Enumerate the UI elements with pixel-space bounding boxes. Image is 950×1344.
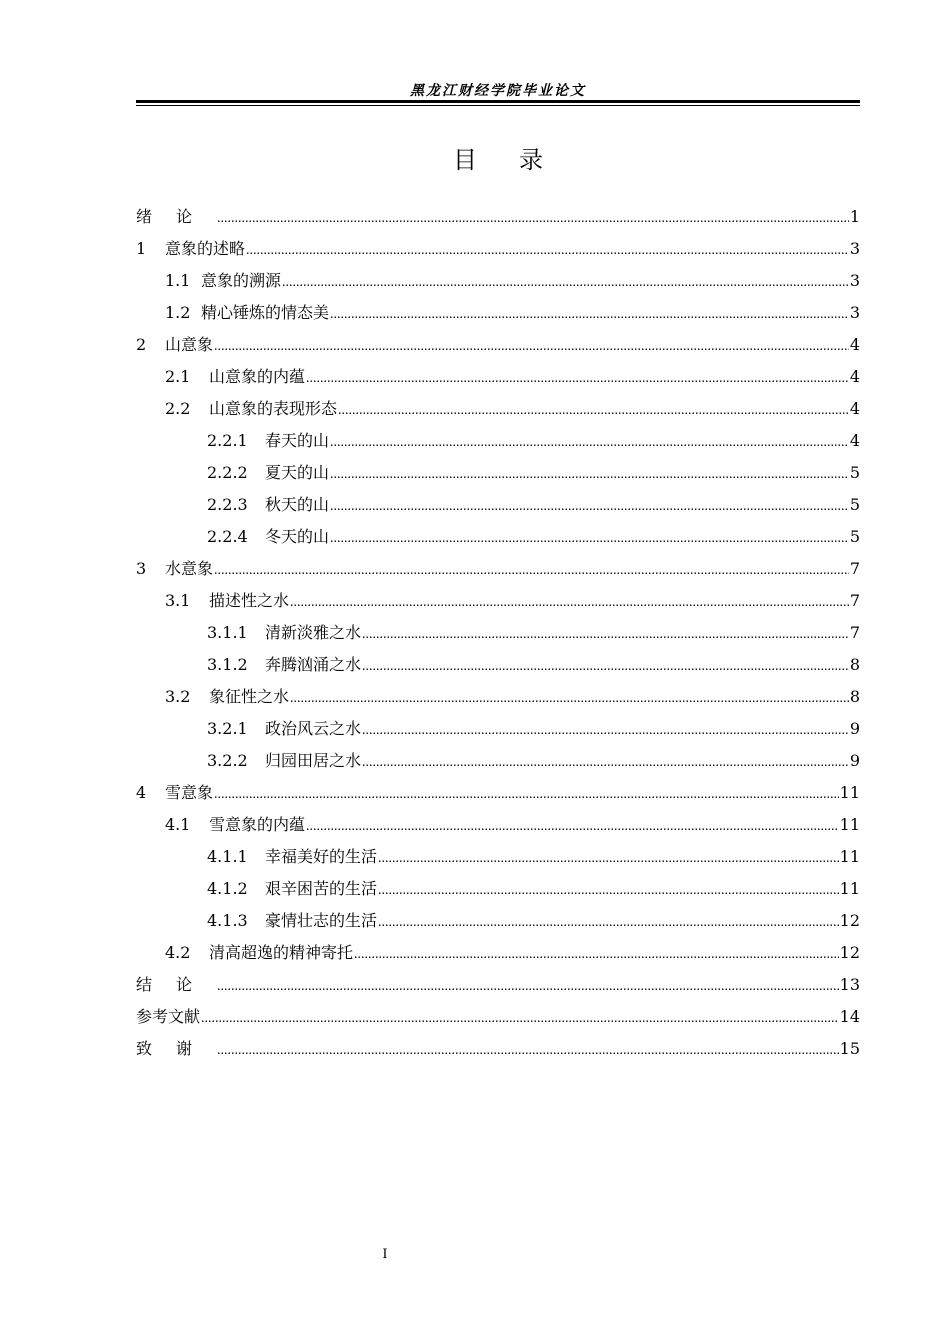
toc-entry-page: 11: [839, 847, 860, 866]
toc-entry[interactable]: [136, 681, 860, 713]
toc-entry-title: 水意象: [165, 559, 214, 578]
toc-entry-title: 象征性之水: [209, 687, 290, 706]
toc-dot-leader: [378, 907, 839, 939]
toc-entry[interactable]: [136, 553, 860, 585]
toc-entry-number: 2.1: [165, 367, 191, 386]
toc-entry-page: 11: [839, 879, 860, 898]
toc-entry[interactable]: [136, 841, 860, 873]
toc-entry-number: 3.1: [165, 591, 191, 610]
toc-entry-page: 11: [839, 815, 860, 834]
toc-entry[interactable]: [136, 937, 860, 969]
toc-entry[interactable]: [136, 777, 860, 809]
toc-entry-title: 秋天的山: [265, 495, 330, 514]
toc-entry[interactable]: [136, 297, 860, 329]
toc-entry-page: 9: [849, 719, 860, 738]
toc-entry-title: 雪意象的内蕴: [209, 815, 306, 834]
toc-entry-title: 意象的溯源: [201, 271, 282, 290]
toc-entry-number: 3.2.2: [207, 751, 248, 770]
toc-entry-title: 山意象: [165, 335, 214, 354]
running-header: 黑龙江财经学院毕业论文: [410, 83, 586, 99]
toc-entry-title: 政治风云之水: [265, 719, 362, 738]
toc-entry[interactable]: [136, 521, 860, 553]
toc-entry-title: 描述性之水: [209, 591, 290, 610]
toc-entry-page: 12: [839, 911, 860, 930]
toc-entry[interactable]: [136, 489, 860, 521]
toc-entry-number: 4.1.1: [207, 847, 248, 866]
toc-entry-title: 意象的述略: [165, 239, 246, 258]
toc-dot-leader: [362, 747, 849, 779]
table-of-contents: [136, 201, 860, 1065]
toc-entry[interactable]: [136, 393, 860, 425]
toc-entry-number: 2: [136, 335, 147, 354]
toc-entry[interactable]: [136, 329, 860, 361]
toc-entry-page: 3: [849, 303, 860, 322]
toc-entry[interactable]: [136, 233, 860, 265]
toc-entry-title: 清新淡雅之水: [265, 623, 362, 642]
toc-dot-leader: [378, 843, 839, 875]
toc-entry-page: 4: [849, 335, 860, 354]
toc-entry[interactable]: [136, 745, 860, 777]
toc-dot-leader: [362, 715, 849, 747]
toc-entry-number: 2.2.2: [207, 463, 248, 482]
toc-entry[interactable]: [136, 425, 860, 457]
toc-dot-leader: [217, 1035, 839, 1067]
toc-dot-leader: [217, 971, 839, 1003]
toc-entry-title: 清高超逸的精神寄托: [209, 943, 354, 962]
toc-entry[interactable]: [136, 585, 860, 617]
toc-entry-title: 春天的山: [265, 431, 330, 450]
toc-entry-page: 7: [849, 559, 860, 578]
header-rule-thin: [136, 105, 860, 106]
toc-dot-leader: [214, 331, 849, 363]
toc-entry-number: 4.1.3: [207, 911, 248, 930]
toc-entry-title: 奔腾汹涌之水: [265, 655, 362, 674]
toc-entry-number: 2.2.4: [207, 527, 248, 546]
toc-entry-page: 12: [839, 943, 860, 962]
toc-entry-page: 8: [849, 655, 860, 674]
toc-entry-number: 4.2: [165, 943, 191, 962]
toc-entry-number: 1.2: [165, 303, 191, 322]
toc-entry-number: 3.2.1: [207, 719, 248, 738]
toc-dot-leader: [214, 555, 849, 587]
toc-dot-leader: [201, 1003, 839, 1035]
header-rule-thick: [136, 100, 860, 103]
toc-entry-page: 5: [849, 527, 860, 546]
toc-dot-leader: [330, 299, 849, 331]
toc-entry-title: 幸福美好的生活: [265, 847, 378, 866]
toc-entry-number: 2.2.3: [207, 495, 248, 514]
toc-entry-title: 参考文献: [136, 1007, 201, 1026]
toc-dot-leader: [338, 395, 849, 427]
toc-entry-title: 冬天的山: [265, 527, 330, 546]
toc-entry-page: 14: [839, 1007, 860, 1026]
toc-entry[interactable]: [136, 809, 860, 841]
toc-entry-number: 3: [136, 559, 147, 578]
toc-entry-page: 11: [839, 783, 860, 802]
toc-entry-number: 3.2: [165, 687, 191, 706]
toc-dot-leader: [306, 811, 839, 843]
toc-dot-leader: [330, 427, 849, 459]
toc-entry[interactable]: [136, 713, 860, 745]
toc-entry-page: 4: [849, 431, 860, 450]
toc-entry-number: 1.1: [165, 271, 191, 290]
toc-entry-page: 4: [849, 367, 860, 386]
toc-entry-number: 2.2.1: [207, 431, 248, 450]
toc-entry-number: 4: [136, 783, 147, 802]
toc-entry[interactable]: [136, 1033, 860, 1065]
toc-entry-title: 绪论: [136, 207, 217, 226]
toc-entry-page: 5: [849, 495, 860, 514]
toc-entry-page: 4: [849, 399, 860, 418]
toc-entry-title: 豪情壮志的生活: [265, 911, 378, 930]
toc-entry-number: 1: [136, 239, 147, 258]
toc-dot-leader: [362, 651, 849, 683]
page-title: 目录: [453, 146, 585, 174]
toc-entry-page: 3: [849, 239, 860, 258]
toc-entry[interactable]: [136, 969, 860, 1001]
toc-dot-leader: [306, 363, 849, 395]
toc-entry[interactable]: [136, 1001, 860, 1033]
toc-entry[interactable]: [136, 457, 860, 489]
toc-dot-leader: [330, 523, 849, 555]
toc-entry[interactable]: [136, 873, 860, 905]
toc-dot-leader: [354, 939, 839, 971]
toc-dot-leader: [330, 491, 849, 523]
toc-entry-number: 3.1.1: [207, 623, 248, 642]
toc-entry-title: 山意象的内蕴: [209, 367, 306, 386]
toc-entry-number: 3.1.2: [207, 655, 248, 674]
toc-entry-number: 4.1: [165, 815, 191, 834]
toc-entry-title: 归园田居之水: [265, 751, 362, 770]
toc-entry-title: 致谢: [136, 1039, 217, 1058]
toc-entry-title: 艰辛困苦的生活: [265, 879, 378, 898]
toc-entry-page: 5: [849, 463, 860, 482]
toc-entry-page: 7: [849, 623, 860, 642]
toc-entry-page: 15: [839, 1039, 860, 1058]
toc-entry-page: 9: [849, 751, 860, 770]
toc-entry[interactable]: [136, 905, 860, 937]
toc-entry[interactable]: [136, 201, 860, 233]
toc-dot-leader: [290, 587, 849, 619]
page-number: I: [382, 1247, 388, 1262]
toc-entry-title: 精心锤炼的情态美: [201, 303, 330, 322]
toc-entry-title: 雪意象: [165, 783, 214, 802]
toc-dot-leader: [246, 235, 849, 267]
toc-entry-title: 夏天的山: [265, 463, 330, 482]
toc-entry-number: 4.1.2: [207, 879, 248, 898]
toc-entry-number: 2.2: [165, 399, 191, 418]
toc-dot-leader: [378, 875, 839, 907]
toc-entry-title: 山意象的表现形态: [209, 399, 338, 418]
toc-entry[interactable]: [136, 361, 860, 393]
toc-entry-page: 1: [849, 207, 860, 226]
toc-dot-leader: [214, 779, 839, 811]
toc-entry-page: 7: [849, 591, 860, 610]
toc-dot-leader: [282, 267, 849, 299]
toc-dot-leader: [330, 459, 849, 491]
toc-dot-leader: [290, 683, 849, 715]
toc-entry[interactable]: [136, 649, 860, 681]
toc-entry-page: 13: [839, 975, 860, 994]
toc-entry[interactable]: [136, 265, 860, 297]
toc-entry-title: 结论: [136, 975, 217, 994]
toc-entry[interactable]: [136, 617, 860, 649]
toc-dot-leader: [362, 619, 849, 651]
toc-dot-leader: [217, 203, 849, 235]
toc-entry-page: 3: [849, 271, 860, 290]
toc-entry-page: 8: [849, 687, 860, 706]
